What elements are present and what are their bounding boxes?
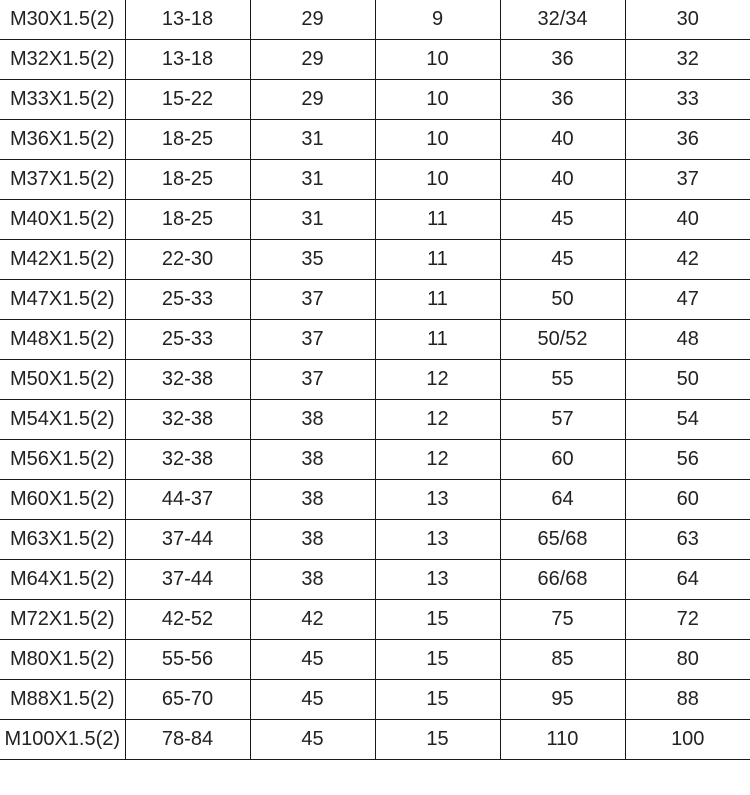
table-cell-col-4: 10 bbox=[375, 39, 500, 79]
table-cell-col-5: 45 bbox=[500, 199, 625, 239]
table-cell-col-4: 15 bbox=[375, 599, 500, 639]
table-cell-col-5: 64 bbox=[500, 479, 625, 519]
table-cell-col-4: 12 bbox=[375, 359, 500, 399]
table-row bbox=[0, 0, 750, 39]
table-row bbox=[0, 359, 750, 399]
table-row bbox=[0, 199, 750, 239]
table-cell-range: 37-44 bbox=[125, 559, 250, 599]
table-cell-col-4: 11 bbox=[375, 319, 500, 359]
table-cell-col-5: 50/52 bbox=[500, 319, 625, 359]
table-cell-thread-size: M56X1.5(2) bbox=[0, 439, 125, 479]
table-cell-range: 32-38 bbox=[125, 399, 250, 439]
table-cell-col-5: 36 bbox=[500, 39, 625, 79]
table-cell-col-5: 75 bbox=[500, 599, 625, 639]
table-cell-range: 44-37 bbox=[125, 479, 250, 519]
table-cell-thread-size: M100X1.5(2) bbox=[0, 719, 125, 759]
table-row bbox=[0, 39, 750, 79]
table-cell-thread-size: M54X1.5(2) bbox=[0, 399, 125, 439]
table-cell-range: 22-30 bbox=[125, 239, 250, 279]
table-cell-range: 32-38 bbox=[125, 359, 250, 399]
table-cell-thread-size: M36X1.5(2) bbox=[0, 119, 125, 159]
table-cell-col-5: 85 bbox=[500, 639, 625, 679]
table-row bbox=[0, 519, 750, 559]
table-cell-col-5: 50 bbox=[500, 279, 625, 319]
table-cell-thread-size: M88X1.5(2) bbox=[0, 679, 125, 719]
table-cell-col-3: 38 bbox=[250, 399, 375, 439]
table-cell-col-6: 60 bbox=[625, 479, 750, 519]
table-cell-thread-size: M40X1.5(2) bbox=[0, 199, 125, 239]
table-cell-col-5: 60 bbox=[500, 439, 625, 479]
table-row bbox=[0, 679, 750, 719]
table-cell-thread-size: M80X1.5(2) bbox=[0, 639, 125, 679]
table-cell-thread-size: M37X1.5(2) bbox=[0, 159, 125, 199]
table-cell-col-3: 45 bbox=[250, 639, 375, 679]
table-cell-col-3: 31 bbox=[250, 159, 375, 199]
table-cell-range: 13-18 bbox=[125, 0, 250, 39]
table-cell-col-5: 40 bbox=[500, 159, 625, 199]
table-cell-col-4: 11 bbox=[375, 199, 500, 239]
table-cell-col-3: 31 bbox=[250, 119, 375, 159]
table-cell-col-6: 42 bbox=[625, 239, 750, 279]
table-cell-range: 65-70 bbox=[125, 679, 250, 719]
table-cell-col-6: 36 bbox=[625, 119, 750, 159]
table-cell-col-6: 33 bbox=[625, 79, 750, 119]
table-cell-col-4: 10 bbox=[375, 159, 500, 199]
table-cell-thread-size: M72X1.5(2) bbox=[0, 599, 125, 639]
table-cell-thread-size: M30X1.5(2) bbox=[0, 0, 125, 39]
table-cell-col-4: 13 bbox=[375, 559, 500, 599]
table-cell-range: 25-33 bbox=[125, 279, 250, 319]
table-cell-col-5: 65/68 bbox=[500, 519, 625, 559]
table-cell-thread-size: M32X1.5(2) bbox=[0, 39, 125, 79]
table-cell-col-4: 15 bbox=[375, 679, 500, 719]
table-cell-col-4: 11 bbox=[375, 279, 500, 319]
table-cell-thread-size: M42X1.5(2) bbox=[0, 239, 125, 279]
table-cell-thread-size: M50X1.5(2) bbox=[0, 359, 125, 399]
table-cell-col-4: 10 bbox=[375, 119, 500, 159]
table-cell-range: 18-25 bbox=[125, 159, 250, 199]
table-cell-col-3: 42 bbox=[250, 599, 375, 639]
table-cell-range: 42-52 bbox=[125, 599, 250, 639]
table-cell-thread-size: M60X1.5(2) bbox=[0, 479, 125, 519]
table-cell-col-6: 40 bbox=[625, 199, 750, 239]
table-cell-range: 55-56 bbox=[125, 639, 250, 679]
table-cell-col-6: 48 bbox=[625, 319, 750, 359]
table-cell-range: 32-38 bbox=[125, 439, 250, 479]
table-row bbox=[0, 599, 750, 639]
table-cell-col-5: 45 bbox=[500, 239, 625, 279]
table-cell-col-5: 40 bbox=[500, 119, 625, 159]
table-cell-range: 37-44 bbox=[125, 519, 250, 559]
table-row bbox=[0, 639, 750, 679]
table-cell-col-6: 37 bbox=[625, 159, 750, 199]
table-cell-col-6: 32 bbox=[625, 39, 750, 79]
table-cell-col-5: 36 bbox=[500, 79, 625, 119]
table-cell-col-5: 95 bbox=[500, 679, 625, 719]
table-cell-col-5: 57 bbox=[500, 399, 625, 439]
table-row bbox=[0, 159, 750, 199]
table-cell-range: 78-84 bbox=[125, 719, 250, 759]
table-cell-col-6: 54 bbox=[625, 399, 750, 439]
table-cell-col-4: 12 bbox=[375, 439, 500, 479]
table-cell-col-4: 13 bbox=[375, 519, 500, 559]
table-cell-thread-size: M63X1.5(2) bbox=[0, 519, 125, 559]
table-cell-col-5: 55 bbox=[500, 359, 625, 399]
table-cell-thread-size: M48X1.5(2) bbox=[0, 319, 125, 359]
table-cell-col-5: 32/34 bbox=[500, 0, 625, 39]
table-cell-thread-size: M33X1.5(2) bbox=[0, 79, 125, 119]
table-row bbox=[0, 119, 750, 159]
table-cell-col-6: 50 bbox=[625, 359, 750, 399]
table-cell-col-3: 38 bbox=[250, 439, 375, 479]
table-cell-col-3: 29 bbox=[250, 0, 375, 39]
table-cell-col-3: 38 bbox=[250, 519, 375, 559]
table-row bbox=[0, 479, 750, 519]
table-cell-col-4: 15 bbox=[375, 639, 500, 679]
table-cell-col-6: 64 bbox=[625, 559, 750, 599]
table-cell-col-5: 66/68 bbox=[500, 559, 625, 599]
table-cell-range: 13-18 bbox=[125, 39, 250, 79]
table-cell-range: 15-22 bbox=[125, 79, 250, 119]
table-cell-col-6: 47 bbox=[625, 279, 750, 319]
table-cell-thread-size: M64X1.5(2) bbox=[0, 559, 125, 599]
table-cell-col-6: 100 bbox=[625, 719, 750, 759]
table-cell-col-3: 38 bbox=[250, 559, 375, 599]
table-cell-col-3: 38 bbox=[250, 479, 375, 519]
table-cell-col-3: 37 bbox=[250, 279, 375, 319]
table-cell-range: 25-33 bbox=[125, 319, 250, 359]
table-row bbox=[0, 399, 750, 439]
table-cell-col-3: 31 bbox=[250, 199, 375, 239]
table-cell-col-4: 9 bbox=[375, 0, 500, 39]
table-cell-col-4: 13 bbox=[375, 479, 500, 519]
table-cell-col-3: 37 bbox=[250, 359, 375, 399]
table-cell-col-6: 56 bbox=[625, 439, 750, 479]
table-cell-col-6: 72 bbox=[625, 599, 750, 639]
table-cell-col-3: 29 bbox=[250, 79, 375, 119]
table-cell-col-3: 45 bbox=[250, 719, 375, 759]
table-cell-range: 18-25 bbox=[125, 199, 250, 239]
table-cell-col-6: 80 bbox=[625, 639, 750, 679]
table-cell-col-5: 110 bbox=[500, 719, 625, 759]
table-cell-col-4: 11 bbox=[375, 239, 500, 279]
table-cell-col-4: 15 bbox=[375, 719, 500, 759]
table-row bbox=[0, 79, 750, 119]
table-row bbox=[0, 719, 750, 759]
table-row bbox=[0, 319, 750, 359]
table-cell-col-6: 30 bbox=[625, 0, 750, 39]
table-cell-col-3: 37 bbox=[250, 319, 375, 359]
table-row bbox=[0, 279, 750, 319]
table-cell-col-4: 12 bbox=[375, 399, 500, 439]
table-row bbox=[0, 439, 750, 479]
table-cell-thread-size: M47X1.5(2) bbox=[0, 279, 125, 319]
table-cell-col-6: 88 bbox=[625, 679, 750, 719]
table-cell-col-3: 45 bbox=[250, 679, 375, 719]
table-row bbox=[0, 559, 750, 599]
table-cell-col-6: 63 bbox=[625, 519, 750, 559]
table-cell-col-4: 10 bbox=[375, 79, 500, 119]
table-cell-col-3: 35 bbox=[250, 239, 375, 279]
table-cell-col-3: 29 bbox=[250, 39, 375, 79]
table-cell-range: 18-25 bbox=[125, 119, 250, 159]
table-row bbox=[0, 239, 750, 279]
